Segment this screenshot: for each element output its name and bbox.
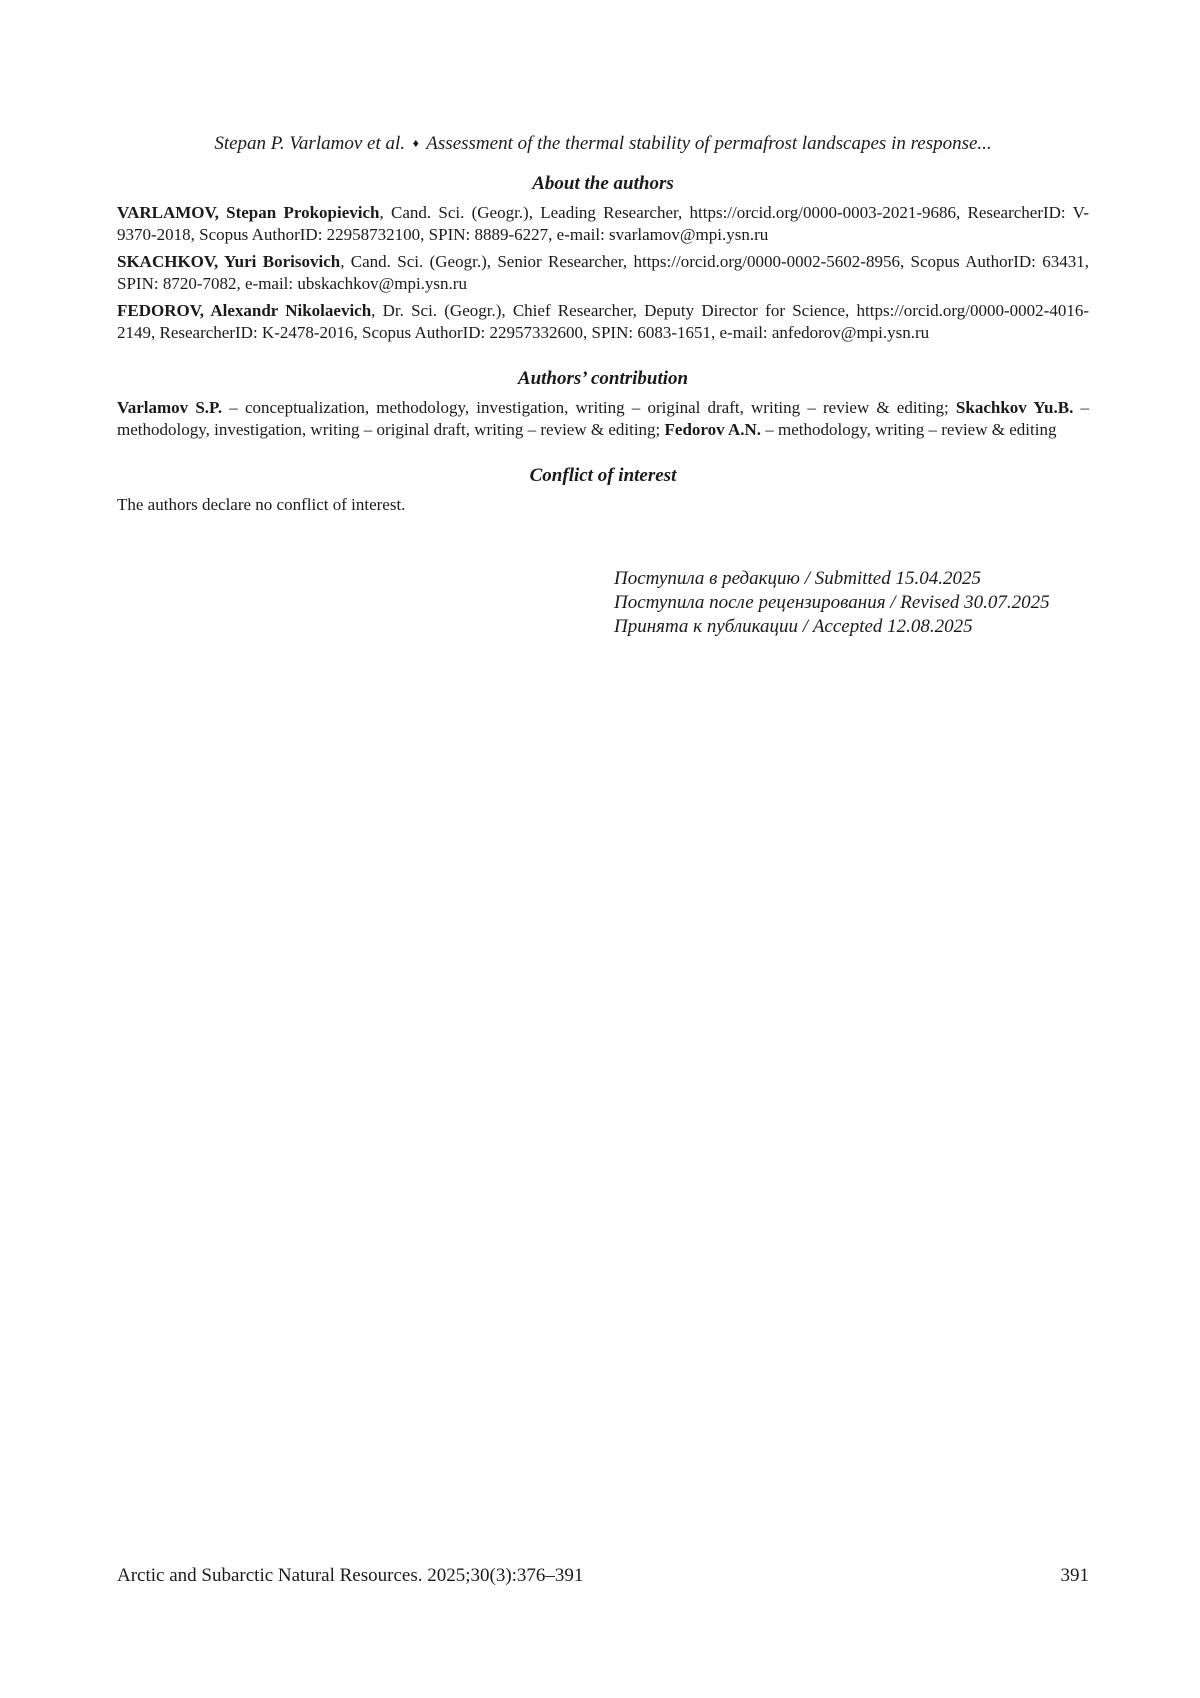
running-head-separator: ♦ xyxy=(412,136,419,150)
contributor-name: Fedorov A.N. xyxy=(664,420,762,439)
author-name: SKACHKOV, Yuri Borisovich xyxy=(117,252,341,271)
document-page xyxy=(117,0,1089,1698)
author-details: , Cand. Sci. (Geogr.), Leading Researcher, https://orcid.org/0000-0003-2021-9686, ResearcherID: V-9370-2018, Scopus AuthorID: 22958732100, SPIN: 8889-6227, e-mail: svarlamov@mpi.ysn.ru xyxy=(117,203,1089,244)
running-head-title: Assessment of the thermal stability of permafrost landscapes in response... xyxy=(426,133,992,154)
author-details: , Dr. Sci. (Geogr.), Chief Researcher, Deputy Director for Science, https://orcid.org/0000-0002-4016-2149, ResearcherID: K-2478-2016, Scopus AuthorID: 22957332600, SPIN: 6083-1651, e-mail: anfedorov@mpi.ysn.ru xyxy=(117,301,1089,342)
publication-dates xyxy=(614,567,1050,639)
contribution-paragraph xyxy=(117,397,1089,441)
accepted-date: Принята к публикации / Accepted 12.08.2025 xyxy=(614,616,973,637)
author-name: FEDOROV, Alexandr Nikolaevich xyxy=(117,301,372,320)
conflict-of-interest-text: The authors declare no conflict of interest. xyxy=(117,495,406,514)
authors-contribution-heading: Authors’ contribution xyxy=(517,368,689,389)
journal-citation: Arctic and Subarctic Natural Resources. 2025;30(3):376–391 xyxy=(117,1565,584,1586)
revised-date: Поступила после рецензирования / Revised 30.07.2025 xyxy=(614,592,1050,613)
contributor-name: Skachkov Yu.B. xyxy=(955,398,1074,417)
submitted-date: Поступила в редакцию / Submitted 15.04.2025 xyxy=(614,568,981,589)
conflict-of-interest-heading: Conflict of interest xyxy=(529,465,677,486)
contributor-roles: – conceptualization, methodology, investigation, writing – original draft, writing – review & editing; xyxy=(222,398,956,417)
article-back-matter xyxy=(117,172,1089,521)
author-entry xyxy=(117,202,1089,246)
running-head-authors: Stepan P. Varlamov et al. xyxy=(214,133,405,154)
author-entry xyxy=(117,251,1089,295)
author-entry xyxy=(117,300,1089,344)
about-authors-heading: About the authors xyxy=(532,173,674,194)
contributor-name: Varlamov S.P. xyxy=(117,398,223,417)
author-name: VARLAMOV, Stepan Prokopievich xyxy=(117,203,380,222)
running-head xyxy=(117,131,1089,156)
page-number: 391 xyxy=(1060,1565,1089,1586)
author-details: , Cand. Sci. (Geogr.), Senior Researcher, https://orcid.org/0000-0002-5602-8956, Scopus AuthorID: 63431, SPIN: 8720-7082, e-mail: ubskachkov@mpi.ysn.ru xyxy=(117,252,1090,293)
contributor-roles: – methodology, writing – review & editing xyxy=(761,420,1057,439)
contributor-roles: – methodology, investigation, writing – original draft, writing – review & editing; xyxy=(117,398,1089,439)
